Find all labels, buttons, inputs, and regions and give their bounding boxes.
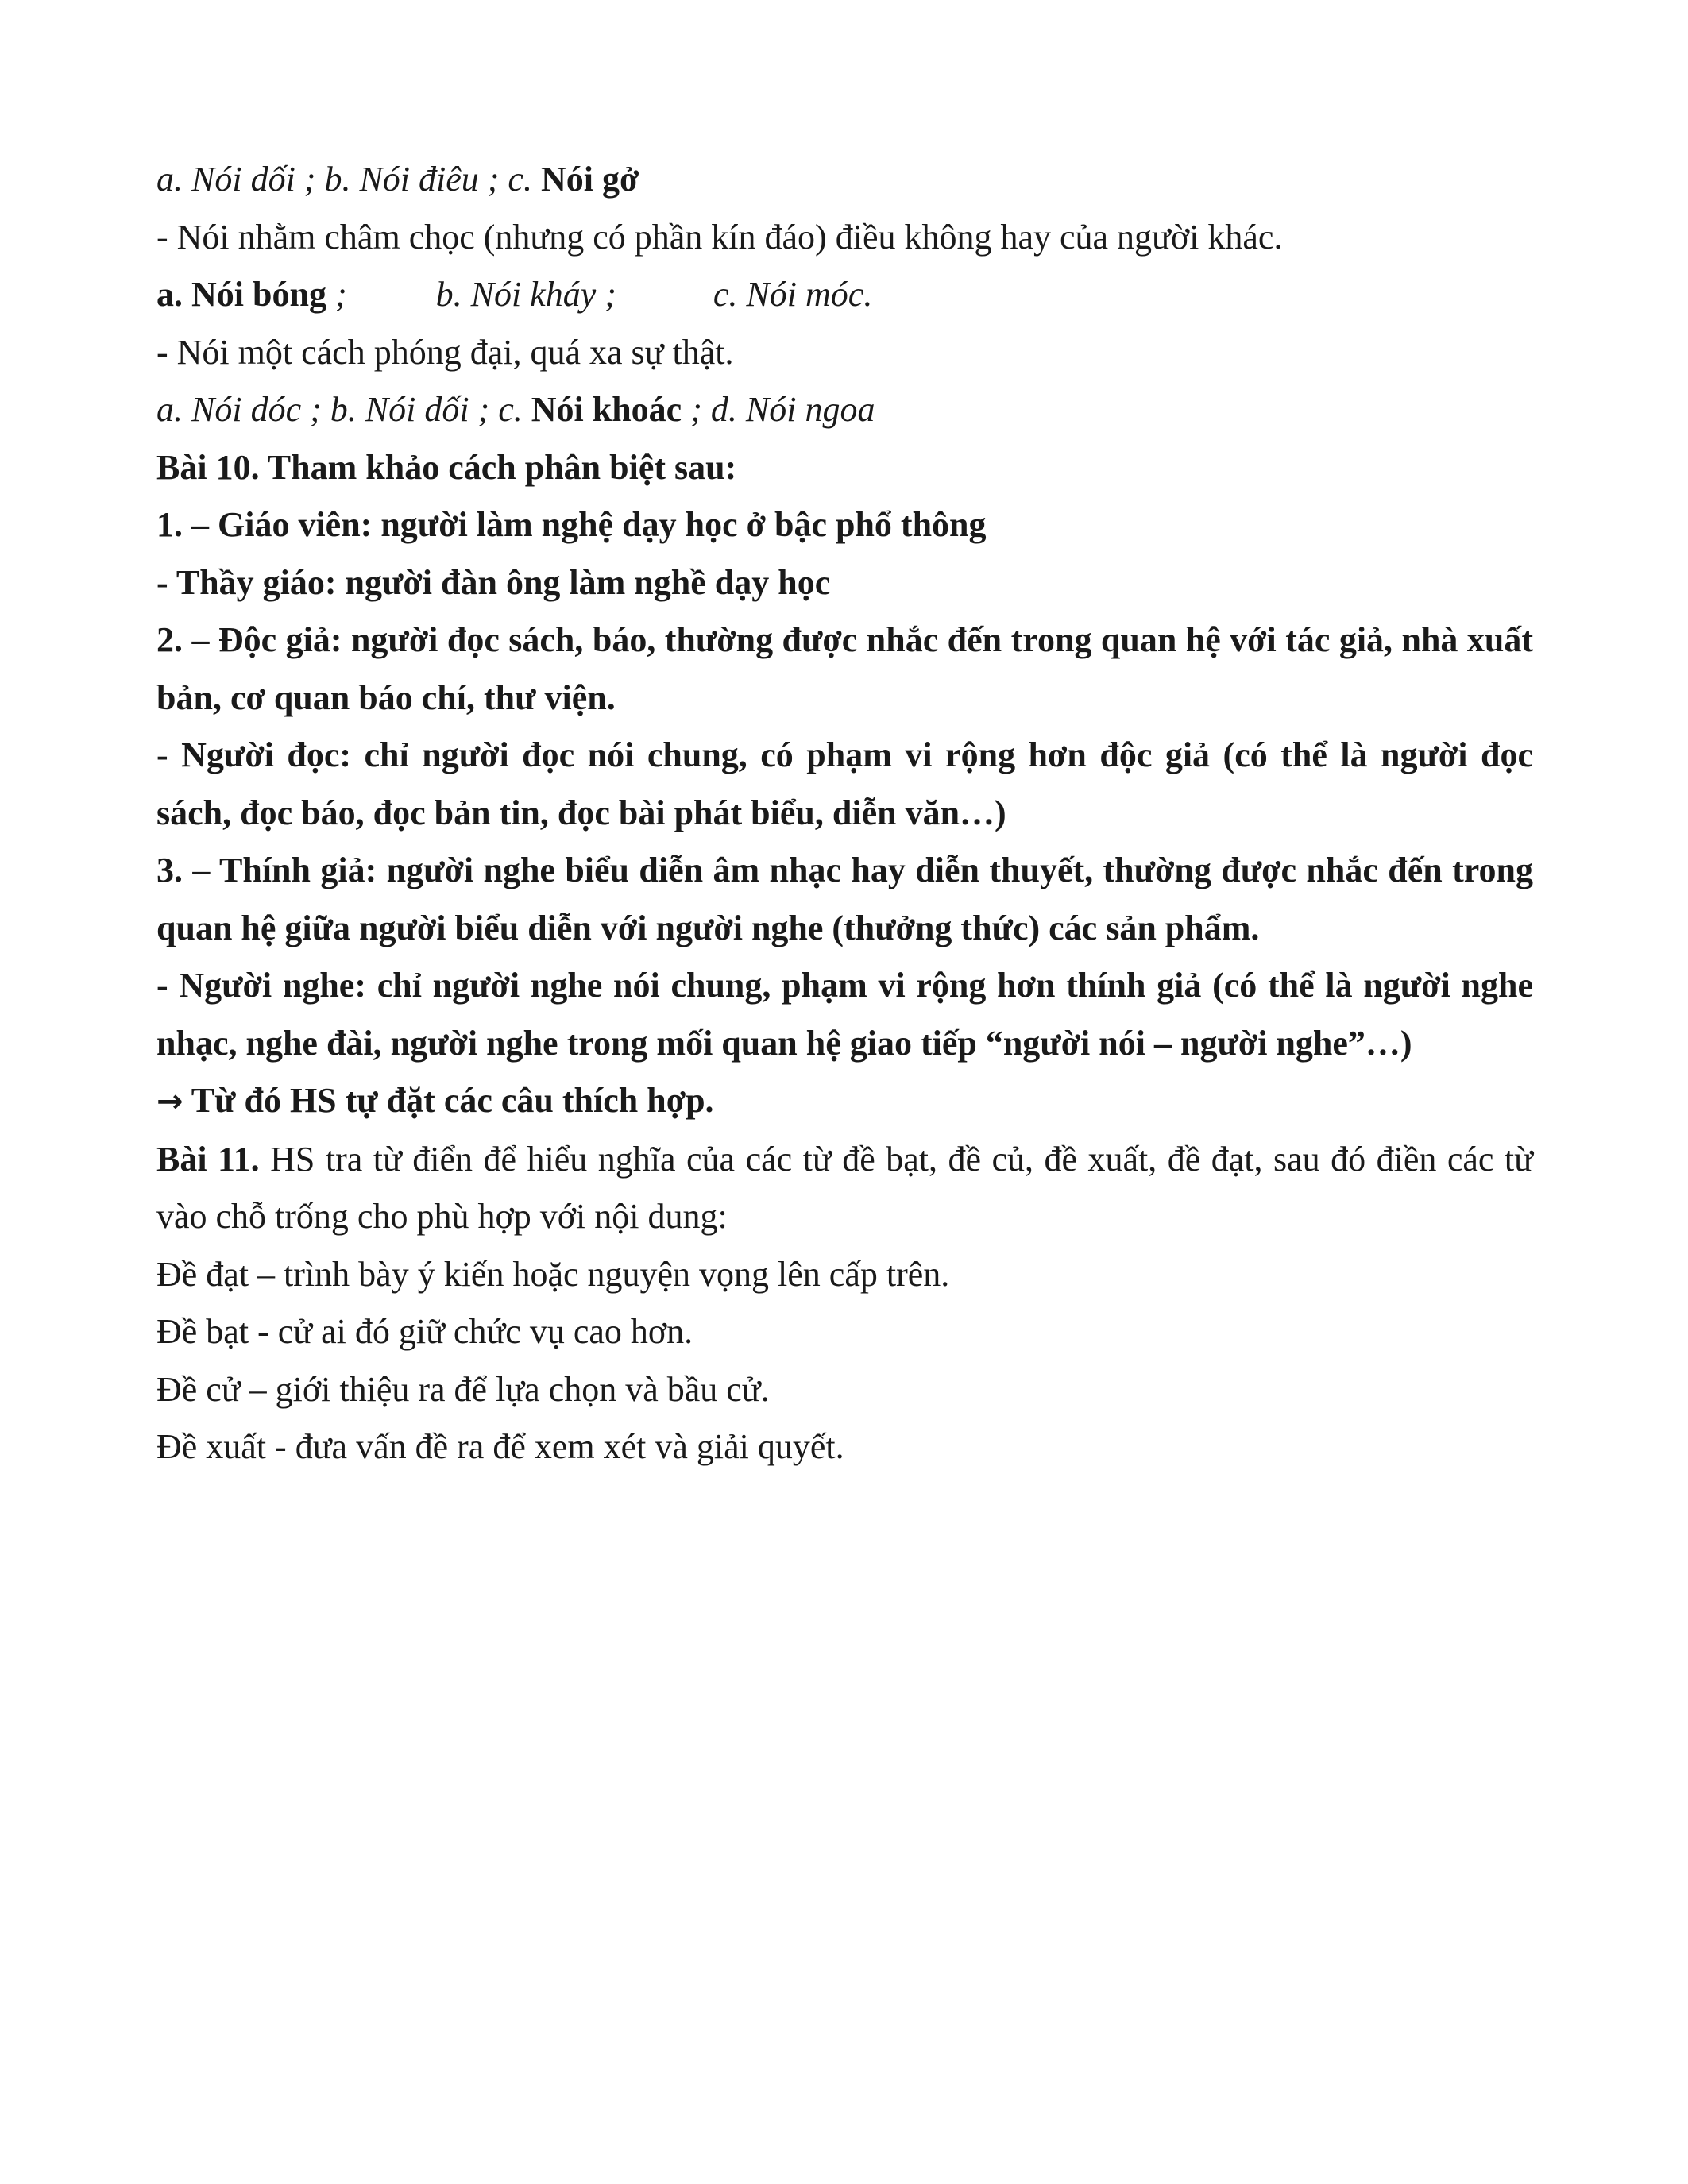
arrow-right-icon: → bbox=[156, 1083, 183, 1120]
bai11-intro bbox=[156, 1131, 1533, 1246]
bai11-intro-text: HS tra từ điển để hiểu nghĩa của các từ đề bạt, đề củ, đề xuất, đề đạt, sau đó điền các từ vào chỗ trống cho phù hợp với nội dung: bbox=[156, 1139, 1533, 1236]
question-line: - Nói một cách phóng đại, quá xa sự thật. bbox=[156, 332, 734, 372]
option-c: c. Nói móc. bbox=[713, 275, 873, 314]
conclusion-text: Từ đó HS tự đặt các câu thích hợp. bbox=[191, 1081, 714, 1120]
options-a-b: a. Nói dóc ; b. Nói dối ; c. bbox=[156, 390, 523, 429]
bai11-label: Bài 11. bbox=[156, 1139, 260, 1179]
answer-options-line-3 bbox=[156, 381, 1533, 439]
bai10-paragraph-3: 2. – Độc giả: người đọc sách, báo, thường được nhắc đến trong quan hệ với tác giả, nhà xuất bản, cơ quan báo chí, thư viện. bbox=[156, 620, 1533, 717]
document-body bbox=[156, 151, 1533, 1476]
option-a: a. Nói dối ; bbox=[156, 160, 316, 199]
option-b: b. Nói kháy ; bbox=[435, 275, 616, 314]
bai11-item: Đề đạt – trình bày ý kiến hoặc nguyện vọng lên cấp trên. bbox=[156, 1254, 950, 1294]
option-a-separator: ; bbox=[334, 275, 347, 314]
bai11-item: Đề bạt - cử ai đó giữ chức vụ cao hơn. bbox=[156, 1312, 693, 1351]
bai10-conclusion bbox=[156, 1072, 1533, 1131]
option-b: b. Nói điêu ; c. bbox=[324, 160, 532, 199]
bai10-heading: Bài 10. Tham khảo cách phân biệt sau: bbox=[156, 447, 737, 487]
option-a-answer: a. Nói bóng bbox=[156, 275, 326, 314]
bai10-paragraph-2: - Thầy giáo: người đàn ông làm nghề dạy học bbox=[156, 562, 831, 602]
bai10-paragraph-1: 1. – Giáo viên: người làm nghệ dạy học ở bậc phổ thông bbox=[156, 505, 987, 544]
bai10-paragraph-6: - Người nghe: chỉ người nghe nói chung, phạm vi rộng hơn thính giả (có thể là người nghe nhạc, nghe đài, người nghe trong mối quan hệ giao tiếp “người nói – người nghe”…) bbox=[156, 966, 1533, 1063]
bai11-item: Đề xuất - đưa vấn đề ra để xem xét và giải quyết. bbox=[156, 1427, 844, 1466]
option-c-answer: Nói khoác bbox=[531, 390, 682, 429]
bai10-paragraph-5: 3. – Thính giả: người nghe biểu diễn âm nhạc hay diễn thuyết, thường được nhắc đến trong quan hệ giữa người biểu diễn với người nghe (thưởng thức) các sản phẩm. bbox=[156, 851, 1533, 947]
option-c-answer: Nói gở bbox=[540, 160, 639, 199]
bai11-item: Đề cử – giới thiệu ra để lựa chọn và bầu cử. bbox=[156, 1369, 770, 1409]
bai10-paragraph-4: - Người đọc: chỉ người đọc nói chung, có phạm vi rộng hơn độc giả (có thể là người đọc sách, đọc báo, đọc bản tin, đọc bài phát biểu, diễn văn…) bbox=[156, 735, 1533, 832]
question-line: - Nói nhằm châm chọc (nhưng có phần kín đáo) điều không hay của người khác. bbox=[156, 217, 1283, 257]
option-d: ; d. Nói ngoa bbox=[690, 390, 875, 429]
answer-options-line-1 bbox=[156, 151, 1533, 209]
answer-options-line-2 bbox=[156, 266, 1533, 324]
